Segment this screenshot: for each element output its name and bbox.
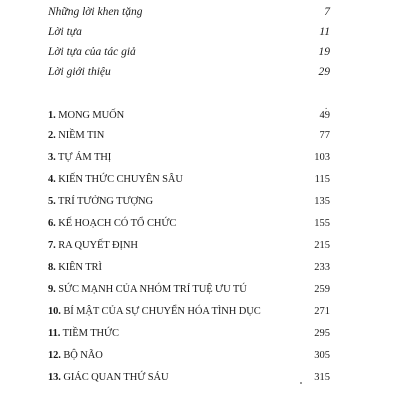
chapter-title: TIỀM THỨC <box>62 328 119 339</box>
chapter-number: 1. <box>48 110 56 121</box>
toc-entry <box>48 46 330 60</box>
toc-entry-title: Lời tựa <box>48 26 82 38</box>
chapter-number: 8. <box>48 262 56 273</box>
chapter-page: 305 <box>314 350 330 361</box>
scan-speck <box>300 382 302 384</box>
toc-chapter-label <box>48 328 119 339</box>
chapter-title: TỰ ÁM THỊ <box>58 152 112 163</box>
toc-entry-page: 7 <box>324 6 330 18</box>
toc-chapter-label <box>48 240 138 251</box>
chapter-page: 155 <box>314 218 330 229</box>
toc-chapter-entry <box>48 110 330 124</box>
chapter-number: 13. <box>48 372 61 383</box>
toc-chapter-label <box>48 130 104 141</box>
toc-chapter-entry <box>48 328 330 342</box>
chapter-page: 77 <box>319 130 330 141</box>
toc-chapter-entry <box>48 240 330 254</box>
chapter-page: 295 <box>314 328 330 339</box>
toc-entry-title: Những lời khen tặng <box>48 6 143 18</box>
chapter-title: KIÊN TRÌ <box>58 262 102 273</box>
toc-chapter-entry <box>48 196 330 210</box>
toc-chapter-label <box>48 350 103 361</box>
toc-chapter-entry <box>48 130 330 144</box>
toc-chapter-entry <box>48 284 330 298</box>
chapter-title: SỨC MẠNH CỦA NHÓM TRÍ TUỆ ƯU TÚ <box>58 284 247 295</box>
toc-chapter-entry <box>48 174 330 188</box>
chapter-title: BỘ NÃO <box>63 350 103 361</box>
chapter-title: KẾ HOẠCH CÓ TỔ CHỨC <box>58 218 177 229</box>
chapter-title: GIÁC QUAN THỨ SÁU <box>63 372 169 383</box>
toc-chapter-label <box>48 372 169 383</box>
toc-entry-page: 11 <box>319 26 330 38</box>
toc-chapter-entry <box>48 372 330 386</box>
chapter-title: TRÍ TƯỞNG TƯỢNG <box>58 196 153 207</box>
toc-entry-page: 29 <box>318 66 330 78</box>
toc-entry-title: Lời tựa của tác giả <box>48 46 136 58</box>
chapter-page: 233 <box>314 262 330 273</box>
chapter-page: 271 <box>314 306 330 317</box>
chapter-title: RA QUYẾT ĐỊNH <box>58 240 138 251</box>
chapter-page: 215 <box>314 240 330 251</box>
toc-chapter-label <box>48 196 153 207</box>
toc-chapter-entry <box>48 350 330 364</box>
toc-entry <box>48 66 330 80</box>
chapter-page: 315 <box>314 372 330 383</box>
toc-chapter-label <box>48 262 102 273</box>
toc-chapter-label <box>48 152 111 163</box>
separator-mark: . <box>325 101 328 111</box>
chapter-title: MONG MUỐN <box>58 110 125 121</box>
chapter-page: 115 <box>314 174 330 185</box>
chapter-number: 10. <box>48 306 61 317</box>
chapter-number: 9. <box>48 284 56 295</box>
chapter-number: 5. <box>48 196 56 207</box>
chapter-page: 103 <box>314 152 330 163</box>
toc-entry <box>48 26 330 40</box>
chapter-number: 4. <box>48 174 56 185</box>
chapter-title: BÍ MẬT CỦA SỰ CHUYỂN HÓA TÌNH DỤC <box>63 306 261 317</box>
toc-entry-page: 19 <box>318 46 330 58</box>
toc-chapter-label <box>48 218 176 229</box>
toc-entry-title: Lời giới thiệu <box>48 66 111 78</box>
chapter-number: 6. <box>48 218 56 229</box>
chapter-title: KIẾN THỨC CHUYÊN SÂU <box>58 174 183 185</box>
chapter-number: 3. <box>48 152 56 163</box>
toc-chapter-label <box>48 174 183 185</box>
chapter-number: 2. <box>48 130 56 141</box>
toc-chapter-entry <box>48 152 330 166</box>
toc-chapter-label <box>48 284 247 295</box>
chapter-number: 12. <box>48 350 61 361</box>
chapter-page: 135 <box>314 196 330 207</box>
toc-chapter-label <box>48 110 124 121</box>
toc-chapter-entry <box>48 262 330 276</box>
chapter-page: 259 <box>314 284 330 295</box>
chapter-number: 11. <box>48 328 61 339</box>
toc-entry <box>48 6 330 20</box>
chapter-number: 7. <box>48 240 56 251</box>
toc-chapter-entry <box>48 306 330 320</box>
chapter-title: NIỀM TIN <box>58 130 105 141</box>
toc-chapter-entry <box>48 218 330 232</box>
toc-chapter-label <box>48 306 261 317</box>
chapter-page: 49 <box>319 110 330 121</box>
